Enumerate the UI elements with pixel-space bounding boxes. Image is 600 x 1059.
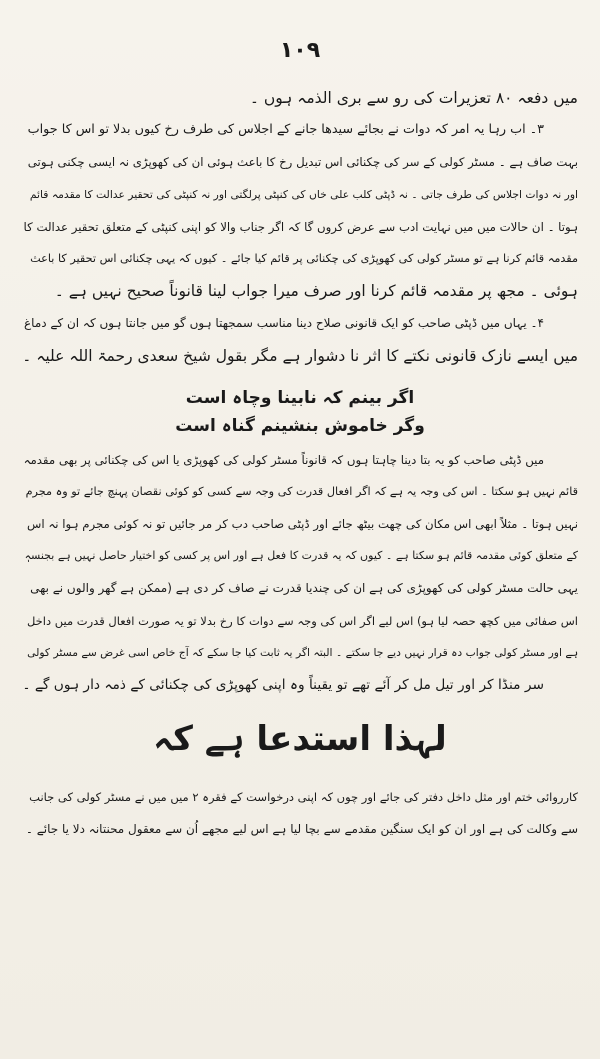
text-line: میں ایسے نازک قانونی نکتے کا اثر نا دشوار ہے مگر بقول شیخ سعدی رحمۃ اللہ علیہ ۔ — [22, 346, 578, 365]
text-line: بہت صاف ہے ۔ مسٹر کولی کے سر کی چکنائی اس تبدیل رخ کا باعث ہوئی ان کی کھوپڑی نہ ایسی چکنی ہوتی — [27, 155, 578, 170]
page-number: ۱۰۹ — [279, 38, 321, 63]
text-line: قائم نہیں ہو سکتا ۔ اس کی وجہ یہ ہے کہ اگر افعال قدرت کی وجہ سے کسی کو کوئی نقصان پہنچ جائے تو وہ مجرم — [25, 484, 578, 498]
section-heading: لہذا استدعا ہے کہ — [153, 719, 447, 760]
text-line: ۳۔ اب رہا یہ امر کہ دوات نے بجائے سیدھا جانے کے اجلاس کی طرف رخ کیوں بدلا تو اس کا جواب — [27, 122, 544, 138]
text-line: اس صفائی میں کچھ حصہ لیا ہو) اس لیے اگر اس کی وجہ سے دوات کا رخ بدلا تو یہ صورت افعال قدرت میں داخل — [26, 613, 578, 628]
verse-line: اگر بینم کہ نابینا وچاہ است — [185, 387, 415, 408]
text-line: ۴۔ یہاں میں ڈپٹی صاحب کو ایک قانونی صلاح دینا مناسب سمجھتا ہوں گو میں جانتا ہوں کہ ان کے دماغ — [24, 316, 544, 331]
page-content — [22, 82, 578, 846]
text-line: کارروائی ختم اور مثل داخل دفتر کی جائے اور چوں کہ اپنی درخواست کے فقرہ ۲ میں میں نے مسٹر کولی کی جانب — [29, 790, 578, 805]
text-line: یہی حالت مسٹر کولی کی کھوپڑی کی ہے ان کی چندیا قدرت نے صاف کر دی ہے (ممکن ہے گھر والوں نے بھی — [30, 581, 578, 596]
verse-line: وگر خاموش بنشینم گناہ است — [175, 415, 425, 436]
text-line: مقدمہ قائم کرنا ہے تو مسٹر کولی کی کھوپڑی کی چکنائی پر قائم کیا جائے ۔ کیوں کہ یہی چکنائی اس تحقیر کا باعث — [30, 251, 578, 265]
text-line: میں ڈپٹی صاحب کو یہ بتا دینا چاہتا ہوں کہ قانوناً مسٹر کولی کی کھوپڑی یا اس کی چکنائی پر بھی مقدمہ — [23, 452, 544, 467]
text-line: سے وکالت کی ہے اور ان کو ایک سنگین مقدمے سے بچا لیا ہے اس لیے مجھے اُن سے معقول محنتانہ دلا یا جائے ۔ — [25, 822, 578, 837]
text-line: کے متعلق کوئی مقدمہ قائم ہو سکتا ہے ۔ کیوں کہ یہ قدرت کا فعل ہے اور اس پر کسی کو اختیار حاصل نہیں ہے بجنسہٖ — [24, 549, 578, 563]
text-line: ہے اور مسٹر کولی جواب دہ قرار نہیں دیے جا سکتے ۔ البتہ اگر یہ ثابت کیا جا سکے کہ آج خاص اسی غرض سے مسٹر کولی — [27, 645, 578, 659]
text-line: میں دفعہ ۸۰ تعزیرات کی رو سے بری الذمہ ہوں ۔ — [249, 89, 578, 107]
text-line: اور نہ دوات اجلاس کی طرف جاتی ۔ نہ ڈپٹی کلب علی خاں کی کنپٹی پرلگتی اور نہ کنپٹی کی تحقیر عدالت کا مقدمہ قائم — [29, 187, 578, 201]
text-line: ہوئی ۔ مجھ پر مقدمہ قائم کرنا اور صرف میرا جواب لینا قانوناً صحیح نہیں ہے ۔ — [54, 282, 578, 301]
text-line: نہیں ہوتا ۔ مثلاً ابھی اس مکان کی چھت بیٹھ جائے اور ڈپٹی صاحب دب کر مر جائیں تو نہ کوئی مجرم ہوا نہ اس — [27, 517, 578, 532]
text-line: سر منڈا کر اور تیل مل کر آئے تھے تو یقیناً وہ اپنی کھوپڑی کی چکنائی کے ذمہ دار ہوں گے ۔ — [22, 677, 544, 693]
persian-verse — [22, 384, 578, 440]
text-line: ہوتا ۔ ان حالات میں میں نہایت ادب سے عرض کروں گا کہ اگر جناب والا کو اپنی کنپٹی کے متعلق تحقیر عدالت کا — [23, 219, 578, 234]
